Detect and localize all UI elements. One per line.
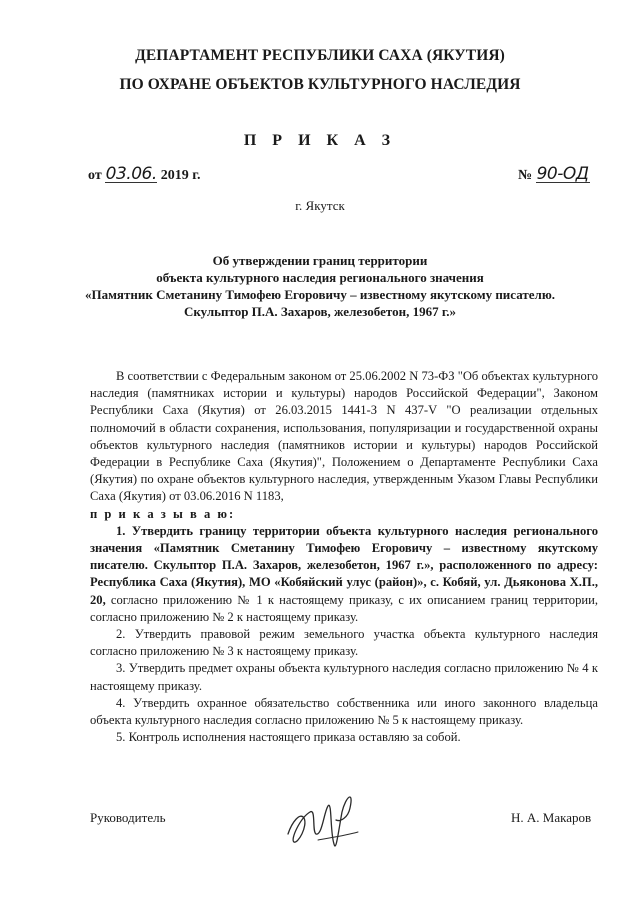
document-type-title: П Р И К А З [243,132,397,149]
subject-line-1: Об утверждении границ территории [212,253,428,268]
number-prefix: № [518,168,533,183]
item-1-rest: согласно приложению № 1 к настоящему приказу, с их описанием границ территории, согласно приложению № 2 к настоящему приказу. [90,592,598,624]
item-5: 5. Контроль исполнения настоящего приказа оставляю за собой. [116,730,461,745]
order-date [88,166,200,184]
preamble-paragraph: В соответствии с Федеральным законом от 25.06.2002 N 73-ФЗ "Об объектах культурного наследия (памятниках истории и культуры) народов Российской Федерации", Законом Республики Саха (Якутия) от 26.03.2015 1441-З N 437-V "О реализации отдельных полномочий в области сохранения, использования, популяризации и государственной охраны объектов культурного наследия (памятников истории и культуры) народов Российской Федерации в Республике Саха (Якутия)", Положением о Департаменте Республики Саха (Якутия) по охране объектов культурного наследия, утвержденным Указом Главы Республики Саха (Якутия) от 03.06.2016 N 1183, [90,369,598,504]
date-prefix: от [88,168,102,183]
handwritten-date: 03.06. [105,164,157,184]
item-2: 2. Утвердить правовой режим земельного участка объекта культурного наследия согласно приложению № 3 к настоящему приказу. [90,627,598,659]
department-name-line2: ПО ОХРАНЕ ОБЪЕКТОВ КУЛЬТУРНОГО НАСЛЕДИЯ [119,76,521,93]
date-year: 2019 г. [160,168,201,183]
subject-line-4: Скульптор П.А. Захаров, железобетон, 1967 г.» [183,304,457,319]
item-1 [90,523,598,626]
handwritten-signature [278,782,368,860]
city: г. Якутск [295,198,345,213]
order-body [90,368,598,746]
signatory-title: Руководитель [90,810,166,825]
order-word: п р и к а з ы в а ю: [90,506,236,521]
department-name-line1: ДЕПАРТАМЕНТ РЕСПУБЛИКИ САХА (ЯКУТИЯ) [135,47,505,64]
item-4: 4. Утвердить охранное обязательство собственника или иного законного владельца объекта культурного наследия согласно приложению № 5 к настоящему приказу. [90,695,598,728]
item-1-bold: 1. Утвердить границу территории объекта культурного наследия регионального значения «Памятник Сметанину Тимофею Егоровичу – известному якутскому писателю. Скульптор П.А. Захаров, железобетон, 1967 г.», расположенного по адресу: Республика Саха (Якутия), МО «Кобяйский улус (район)», с. Кобяй, ул. Дьяконова Х.П., 20, [90,523,598,607]
subject-line-3: «Памятник Сметанину Тимофею Егоровичу – известному якутскому писателю. [84,287,556,302]
order-subject [0,252,640,320]
handwritten-number: 90-ОД [536,164,589,184]
signatory-name: Н. А. Макаров [511,810,592,825]
order-number [518,166,590,184]
item-3: 3. Утвердить предмет охраны объекта культурного наследия согласно приложению № 4 к настоящему приказу. [90,661,598,693]
subject-line-2: объекта культурного наследия регионального значения [156,270,484,285]
